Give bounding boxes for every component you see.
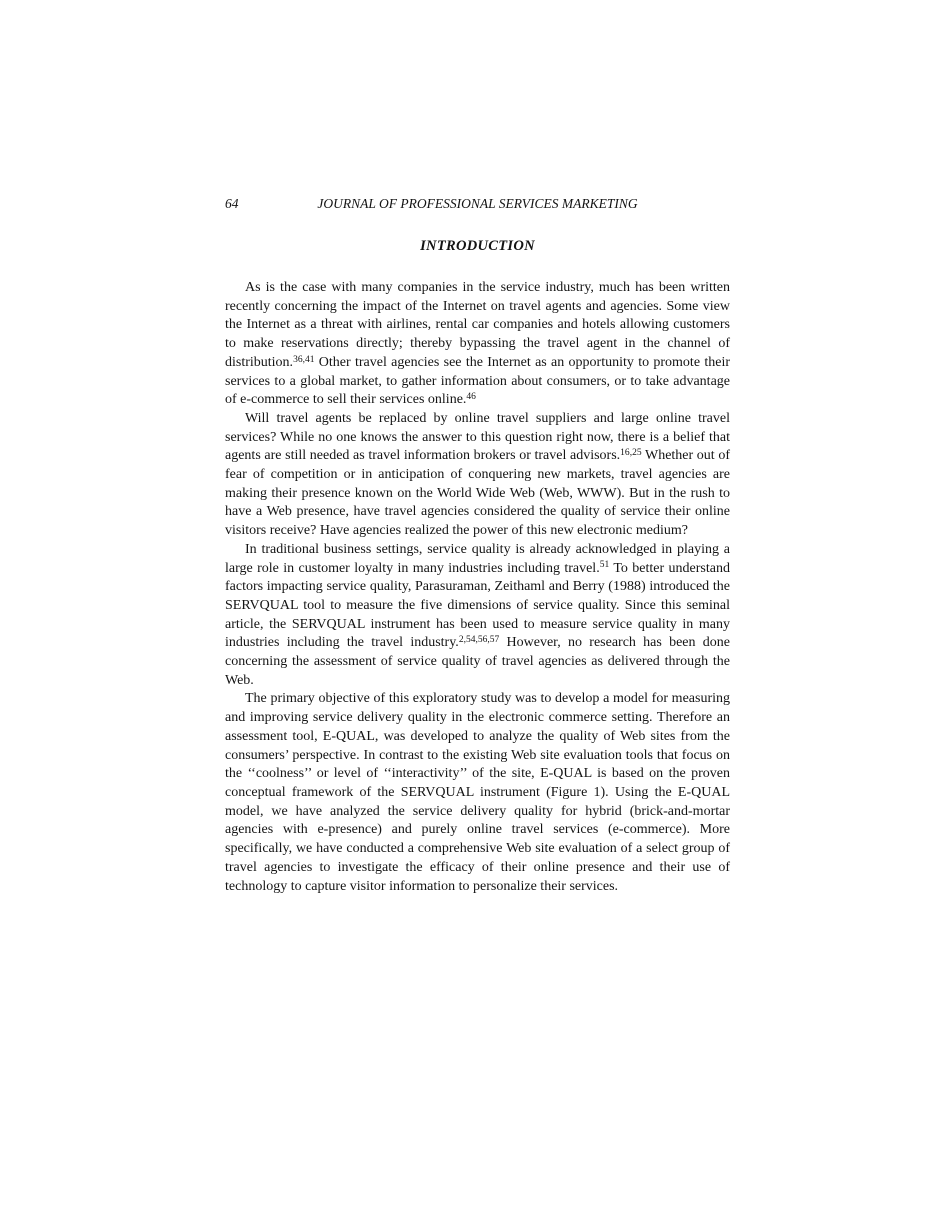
section-heading: INTRODUCTION — [420, 238, 535, 254]
paragraph — [225, 690, 730, 896]
paragraph-text: Whether out of fear of competition or in anticipation of conquering new markets, travel agencies are making their presence known on the World Wide Web (Web, WWW). But in the rush to have a Web presence, have travel agencies considered the quality of service their online visitors receive? Have agencies realized the power of this new electronic medium? — [225, 448, 730, 539]
reference-superscript: 2,54,56,57 — [458, 635, 500, 646]
paragraph-text: Will travel agents be replaced by online travel suppliers and large online travel services? While no one knows the answer to this question right now, there is a belief that agents are still needed as travel information brokers or travel advisors. — [225, 410, 730, 464]
body-text — [225, 279, 730, 896]
running-header — [225, 196, 730, 212]
paragraph-text: However, no research has been done concerning the assessment of service quality of travel agencies as delivered through the Web. — [225, 635, 730, 688]
reference-superscript: 36,41 — [293, 354, 315, 365]
reference-superscript: 46 — [466, 391, 476, 402]
paragraph-text: Other travel agencies see the Internet as an opportunity to promote their services to a global market, to gather information about consumers, or to take advantage of e-commerce to sell their services online. — [225, 354, 730, 408]
paragraph-text: As is the case with many companies in the service industry, much has been written recently concerning the impact of the Internet on travel agents and agencies. Some view the Internet as a threat with airlines, rental car companies and hotels allowing customers to make reservations directly; thereby bypassing the travel agent in the channel of distribution. — [225, 280, 730, 370]
text-column — [225, 196, 730, 896]
page-number: 64 — [225, 196, 239, 211]
reference-superscript: 51 — [599, 560, 610, 571]
paragraph — [225, 410, 730, 541]
paragraph-text: The primary objective of this exploratory study was to develop a model for measuring and improving service delivery quality in the electronic commerce setting. Therefore an assessment tool, E-QUAL, was developed to analyze the quality of Web sites from the consumers’ perspective. In contrast to the existing Web site evaluation tools that focus on the ‘‘coolness’’ or level of ‘‘interactivity’’ of the site, E-QUAL is based on the proven conceptual framework of the SERVQUAL instrument (Figure 1). Using the E-QUAL model, we have analyzed the service delivery quality for hybrid (brick-and-mortar agencies with e-presence) and purely online travel services (e-commerce). More specifically, we have conducted a comprehensive Web site evaluation of a select group of travel agencies to investigate the efficacy of their online presence and their use of technology to capture visitor information to personalize their services. — [225, 691, 730, 894]
paragraph-text: In traditional business settings, service quality is already acknowledged in playing a large role in customer loyalty in many industries including travel. — [225, 541, 730, 576]
reference-superscript: 16,25 — [620, 448, 642, 459]
paragraph-text: To better understand factors impacting service quality, Parasuraman, Zeithaml and Berry (1988) introduced the SERVQUAL tool to measure the five dimensions of service quality. Since this seminal article, the SERVQUAL instrument has been used to measure service quality in many industries including the travel industry. — [225, 560, 730, 651]
paragraph — [225, 541, 730, 691]
paragraph — [225, 279, 730, 410]
journal-title: JOURNAL OF PROFESSIONAL SERVICES MARKETING — [317, 196, 638, 211]
